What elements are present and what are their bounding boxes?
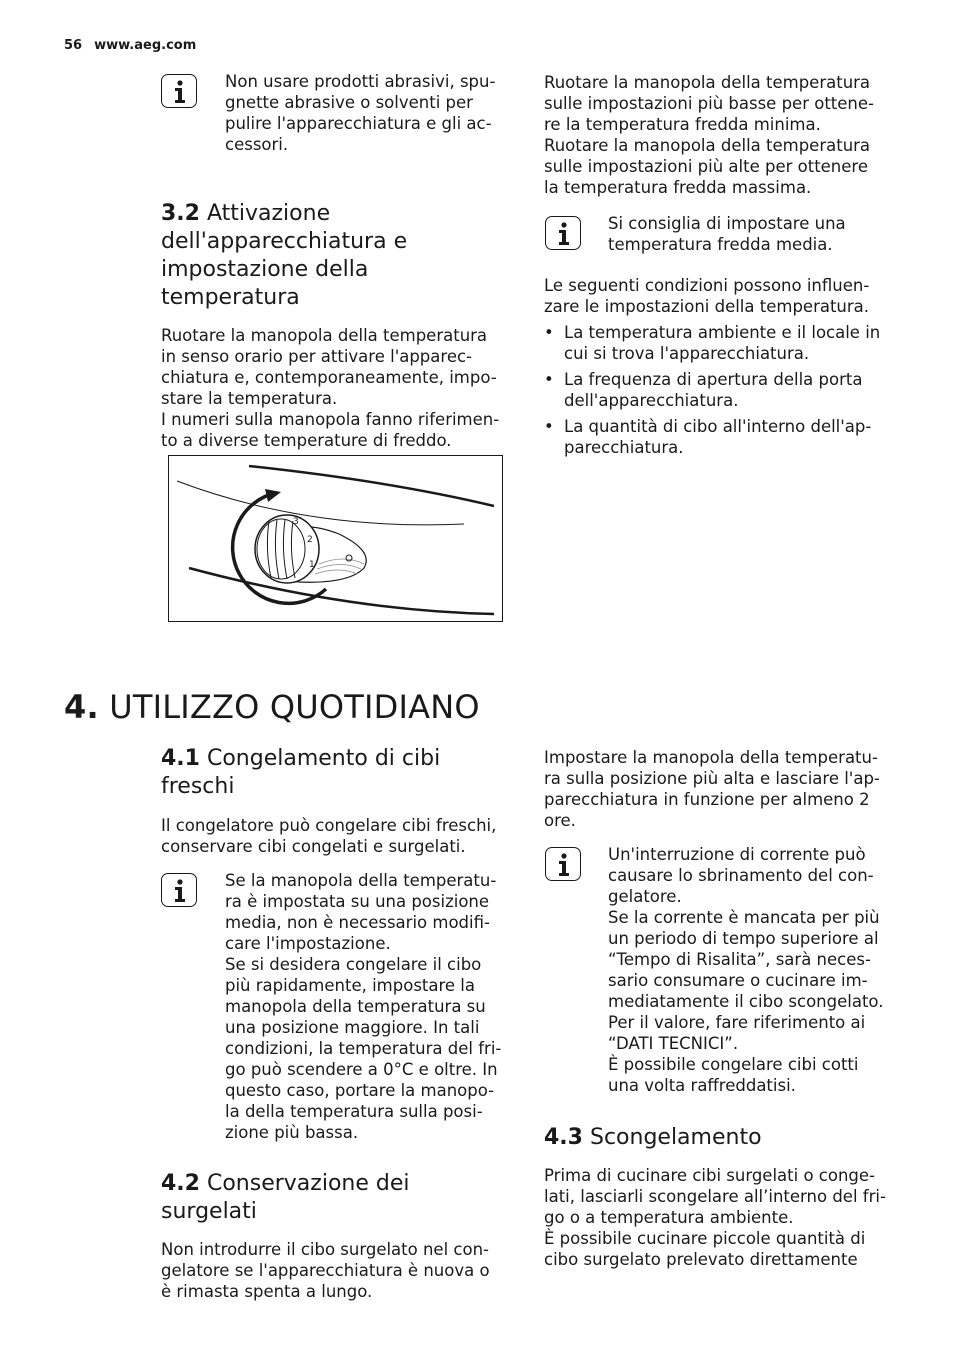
right-body-3: Impostare la manopola della temperatu- ra sulla posizione più alta e lasciare l'ap- parecchiatura in funzione per almeno 2 ore. <box>544 748 880 830</box>
info-icon <box>545 216 581 250</box>
knob-illustration <box>168 455 503 622</box>
list-item: • La temperatura ambiente e il locale in cui si trova l'apparecchiatura. <box>544 322 904 364</box>
info-icon <box>161 873 197 907</box>
dial-label-3: 3 <box>293 517 299 527</box>
list-item: • La frequenza di apertura della porta dell'apparecchiatura. <box>544 369 904 411</box>
info-icon <box>161 74 197 108</box>
section-4-3-heading: 4.3 Scongelamento <box>544 1125 762 1150</box>
page-number: 56 <box>64 38 83 53</box>
note-text: Un'interruzione di corrente può causare lo sbrinamento del con- gelatore. Se la corrente è mancata per più un periodo di tempo superiore al “Tempo di Risalita”, sarà neces- sario consumare o cucinare im- mediatamente il cibo scongelato. Per il valore, fare riferimento ai “DATI TECNICI”. È possibile congelare cibi cotti una volta raffreddatisi. <box>608 845 884 1095</box>
page-header <box>64 38 196 54</box>
conditions-list <box>544 322 904 463</box>
right-body-2: Le seguenti condizioni possono influen- zare le impostazioni della temperatura. <box>544 276 870 316</box>
knob-drawing <box>169 456 502 621</box>
section-4-1-body: Il congelatore può congelare cibi freschi, conservare cibi congelati e surgelati. <box>161 816 497 856</box>
site-url: www.aeg.com <box>94 38 197 53</box>
note-text: Si consiglia di impostare una temperatura fredda media. <box>608 214 846 254</box>
dial-label-2: 2 <box>307 535 313 545</box>
right-body-1: Ruotare la manopola della temperatura sulle impostazioni più basse per ottene- re la temperatura fredda minima. Ruotare la manopola della temperatura sulle impostazioni più alte per ottenere la temperatura fredda massima. <box>544 73 874 197</box>
section-4-2-body: Non introdurre il cibo surgelato nel con- gelatore se l'apparecchiatura è nuova o è rimasta spenta a lungo. <box>161 1240 490 1301</box>
section-3-2-heading: 3.2 Attivazione dell'apparecchiatura e impostazione della temperatura <box>161 201 408 310</box>
list-item: • La quantità di cibo all'interno dell'ap- parecchiatura. <box>544 416 904 458</box>
chapter-4-title: 4. UTILIZZO QUOTIDIANO <box>64 688 480 726</box>
section-4-2-heading: 4.2 Conservazione dei surgelati <box>161 1171 410 1224</box>
section-4-3-body: Prima di cucinare cibi surgelati o conge- lati, lasciarli scongelare all’interno del fri- go o a temperatura ambiente. È possibile cucinare piccole quantità di cibo surgelato prelevato direttamente <box>544 1166 886 1269</box>
dial-label-1: 1 <box>309 560 315 570</box>
section-3-2-body: Ruotare la manopola della temperatura in senso orario per attivare l'apparec- chiatura e, contemporaneamente, impo- stare la temperatura. I numeri sulla manopola fanno riferimen- to a diverse temperature di freddo. <box>161 326 500 450</box>
note-text: Non usare prodotti abrasivi, spu- gnette abrasive o solventi per pulire l'apparecchiatura e gli ac- cessori. <box>225 72 496 154</box>
note-text: Se la manopola della temperatu- ra è impostata su una posizione media, non è necessario modifi- care l'impostazione. Se si desidera congelare il cibo più rapidamente, impostare la manopola della temperatura su una posizione maggiore. In tali condizioni, la temperatura del fri- go può scendere a 0°C e oltre. In questo caso, portare la manopo- la della temperatura sulla posi- zione più bassa. <box>225 871 502 1142</box>
info-icon <box>545 847 581 881</box>
section-4-1-heading: 4.1 Congelamento di cibi freschi <box>161 746 441 799</box>
